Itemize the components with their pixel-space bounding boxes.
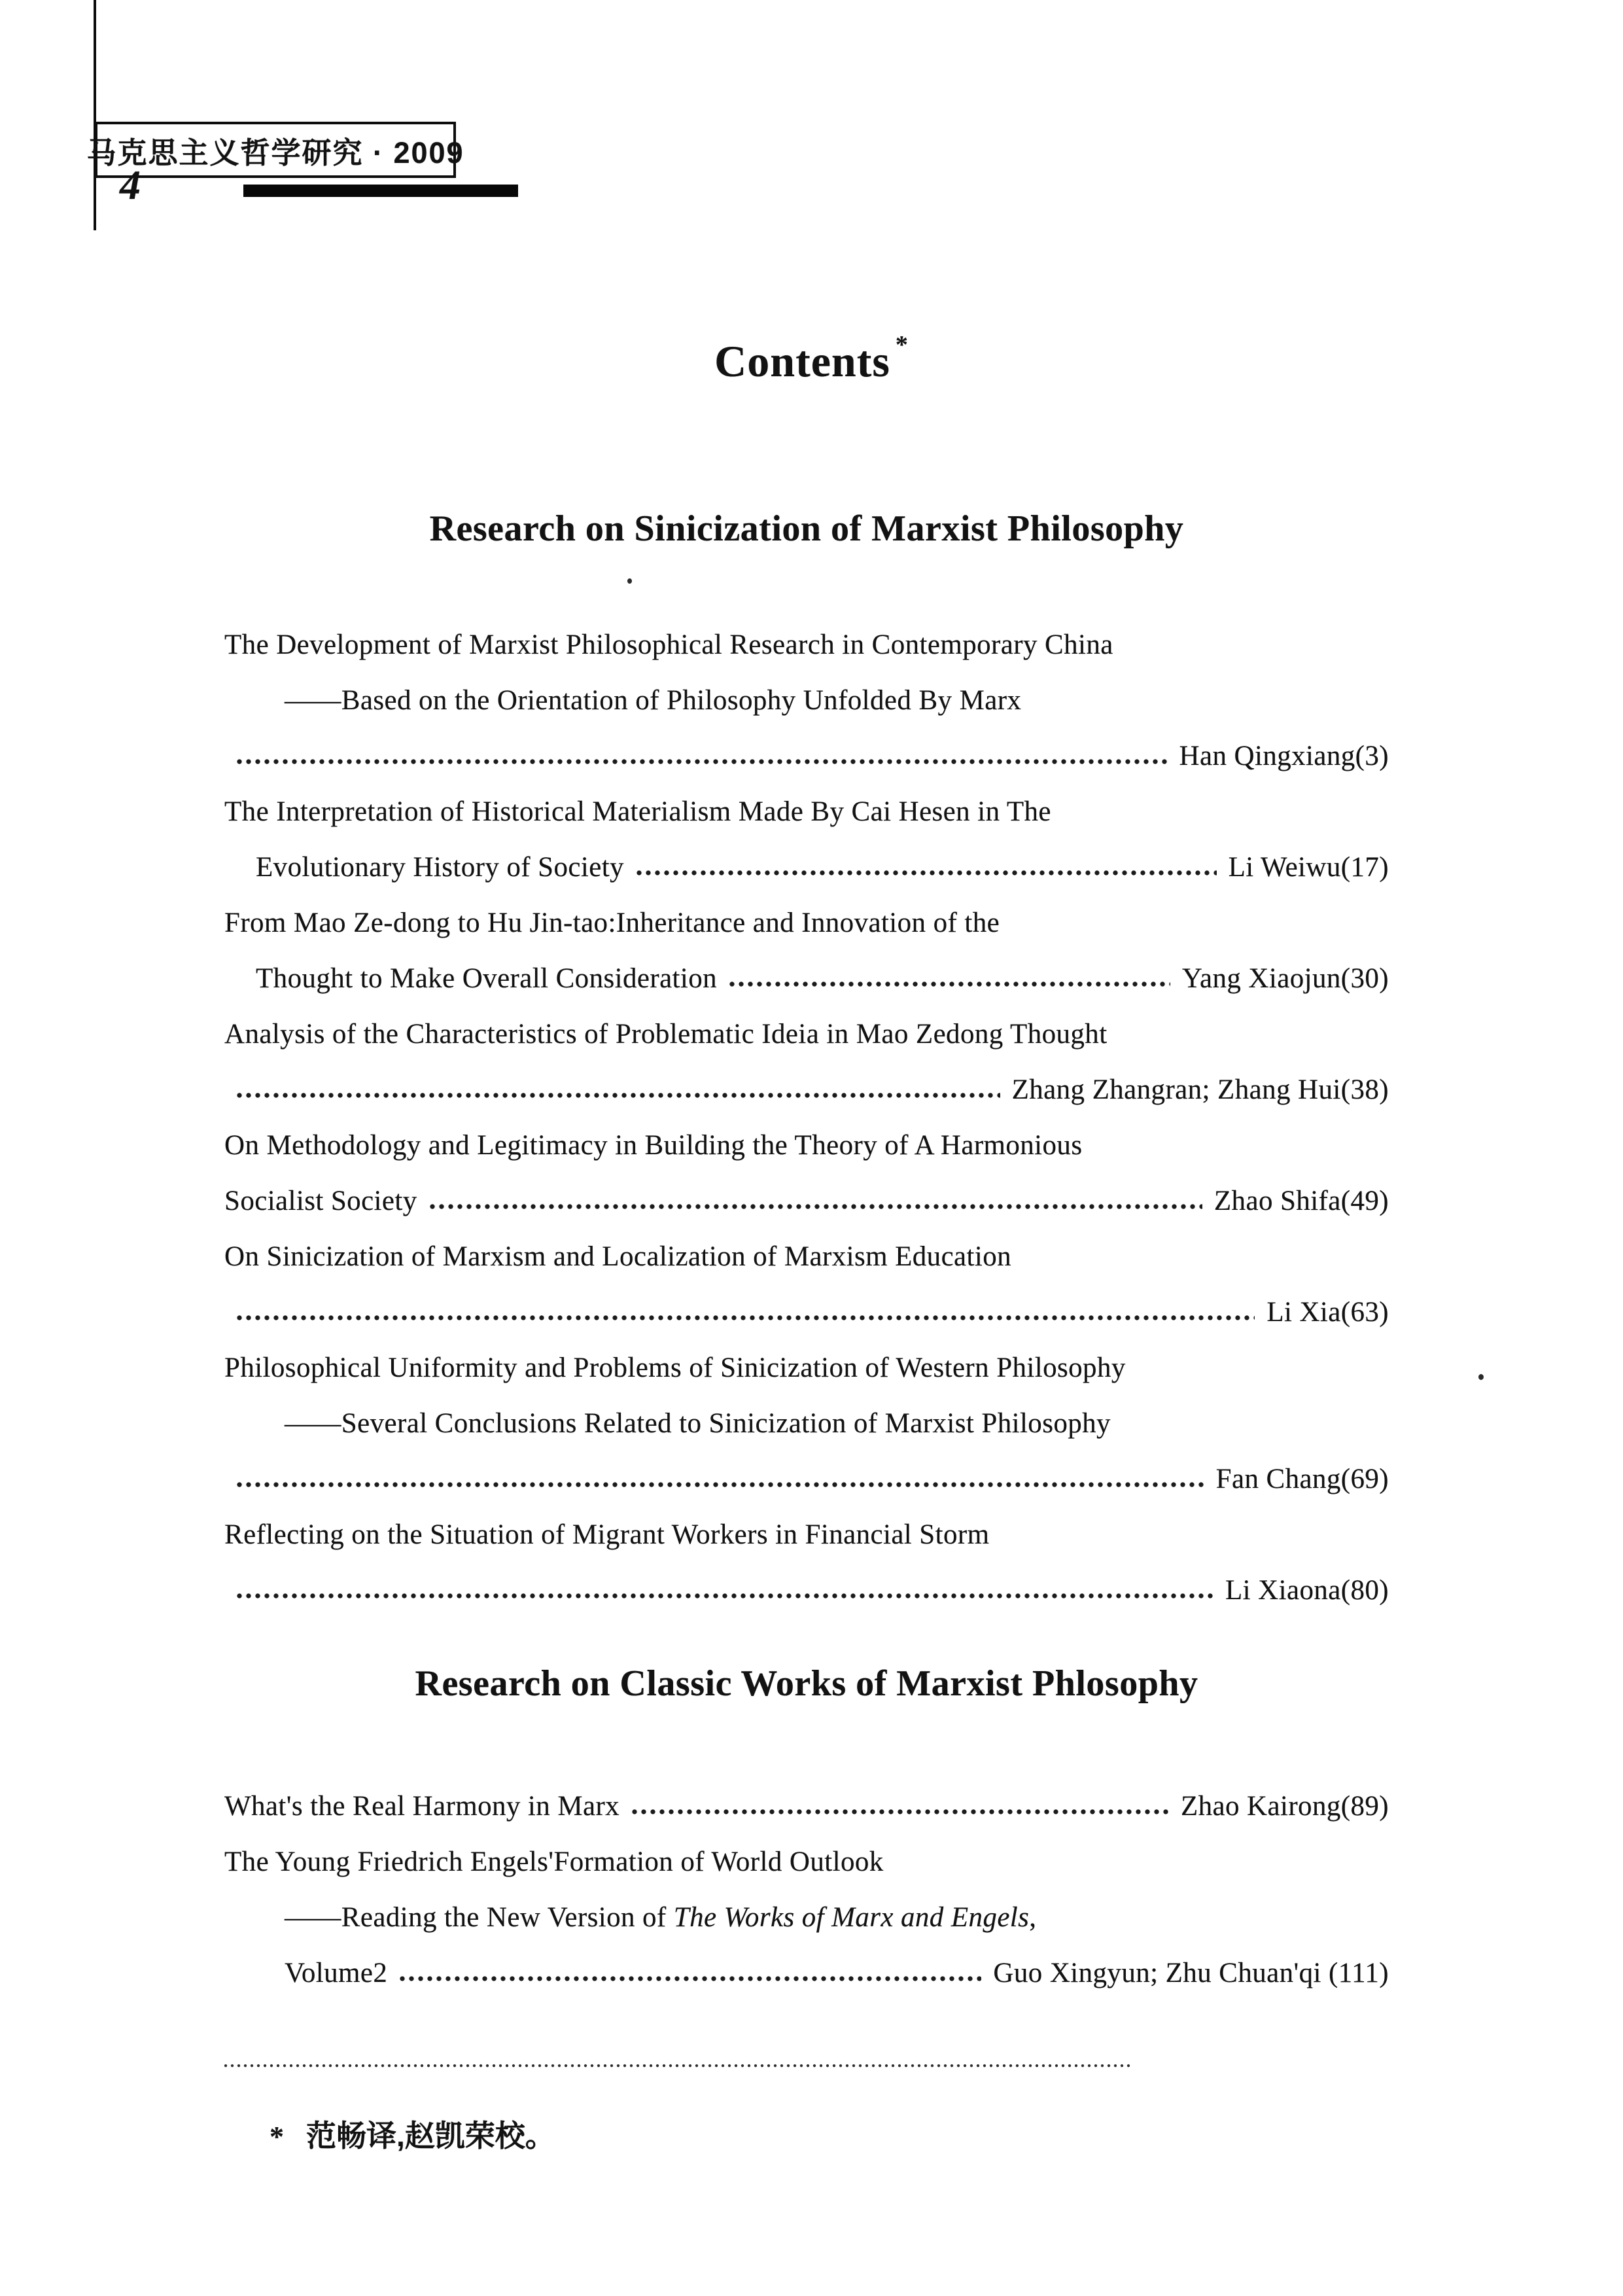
page-number: 4 xyxy=(120,162,141,208)
page-title xyxy=(0,330,1623,387)
left-margin-rule xyxy=(94,0,96,230)
toc-entry-line xyxy=(224,1062,1389,1118)
dot-leader xyxy=(727,951,1170,1006)
toc-entry-line xyxy=(224,1284,1389,1340)
dot-leader xyxy=(398,1945,981,2001)
toc-entry-line xyxy=(224,1118,1389,1173)
toc-entry-line xyxy=(224,1229,1389,1284)
entry-author-page: Zhao Shifa(49) xyxy=(1213,1186,1389,1216)
toc-entry-line xyxy=(224,673,1389,728)
entry-title-text: On Sinicization of Marxism and Localization of Marxism Education xyxy=(224,1241,1012,1272)
toc-entry-line xyxy=(224,1563,1389,1618)
entry-title-text: Evolutionary History of Society xyxy=(256,852,624,883)
toc-entry-line xyxy=(224,839,1389,895)
dot-leader xyxy=(235,1451,1204,1507)
entry-title-text: ——Based on the Orientation of Philosophy Unfolded By Marx xyxy=(285,685,1022,716)
entry-title-text: Socialist Society xyxy=(224,1186,417,1216)
toc-entry-line xyxy=(224,1451,1389,1507)
section-heading: Research on Sinicization of Marxist Philosophy xyxy=(429,508,1184,549)
footnote-marker: * xyxy=(270,2121,284,2153)
entry-author-page: Zhao Kairong(89) xyxy=(1180,1791,1389,1822)
entry-text-part: , xyxy=(1029,1902,1037,1933)
entry-author-page: Zhang Zhangran; Zhang Hui(38) xyxy=(1011,1074,1389,1105)
ink-speck xyxy=(627,578,632,584)
entry-title-text: The Young Friedrich Engels'Formation of World Outlook xyxy=(224,1846,884,1877)
toc-entry-line xyxy=(224,617,1389,673)
section-heading: Research on Classic Works of Marxist Phlosophy xyxy=(415,1663,1198,1704)
dot-leader xyxy=(635,839,1217,895)
page-title-text: Contents xyxy=(714,336,890,386)
dot-leader xyxy=(235,728,1168,784)
dot-leader xyxy=(428,1173,1202,1229)
dot-leader xyxy=(235,1563,1213,1618)
title-footnote-marker: * xyxy=(895,331,909,359)
toc-entry-line xyxy=(224,1396,1389,1451)
dot-leader xyxy=(235,1062,1000,1118)
book-title-italic: The Works of Marx and Engels xyxy=(673,1902,1030,1933)
entry-text-part: ——Reading the New Version of xyxy=(285,1902,674,1933)
entry-title-text: The Interpretation of Historical Materialism Made By Cai Hesen in The xyxy=(224,796,1051,827)
entry-author-page: Li Xiaona(80) xyxy=(1225,1575,1389,1606)
header-underline-bar xyxy=(243,185,518,197)
toc-entry-line xyxy=(224,1507,1389,1563)
table-of-contents xyxy=(224,496,1389,2001)
entry-title-text: Analysis of the Characteristics of Problematic Ideia in Mao Zedong Thought xyxy=(224,1019,1108,1050)
entry-author-page: Fan Chang(69) xyxy=(1215,1464,1389,1494)
entry-author-page: Li Weiwu(17) xyxy=(1228,852,1389,883)
entry-title-text: Reflecting on the Situation of Migrant Workers in Financial Storm xyxy=(224,1519,990,1550)
entry-title-text: From Mao Ze-dong to Hu Jin-tao:Inheritance and Innovation of the xyxy=(224,908,1000,938)
entry-title-text: Volume2 xyxy=(285,1958,388,1988)
ink-speck xyxy=(1478,1374,1484,1380)
entry-author-page: Yang Xiaojun(30) xyxy=(1181,963,1389,994)
entry-author-page: Han Qingxiang(3) xyxy=(1179,741,1389,771)
toc-entry-line xyxy=(224,784,1389,839)
entry-title-text: On Methodology and Legitimacy in Building the Theory of A Harmonious xyxy=(224,1130,1083,1161)
entry-author-page: Li Xia(63) xyxy=(1266,1297,1389,1328)
entry-author-page: Guo Xingyun; Zhu Chuan'qi (111) xyxy=(993,1958,1389,1988)
toc-entry-line xyxy=(224,1890,1389,1945)
footnote xyxy=(270,2108,555,2164)
footnote-text: 范畅译,赵凯荣校。 xyxy=(306,2119,555,2153)
entry-title-text: The Development of Marxist Philosophical Research in Contemporary China xyxy=(224,629,1113,660)
entry-title-text xyxy=(285,1890,1036,1945)
toc-entry-line xyxy=(224,895,1389,951)
toc-entry-line xyxy=(224,1834,1389,1890)
toc-entry-line xyxy=(224,1173,1389,1229)
dot-leader xyxy=(630,1778,1169,1834)
journal-title: 马克思主义哲学研究 · 2009 xyxy=(86,135,464,169)
dot-leader xyxy=(235,1284,1255,1340)
toc-entry-line xyxy=(224,1945,1389,2001)
footnote-separator-rule xyxy=(222,2062,1132,2069)
toc-entry-line xyxy=(224,728,1389,784)
entry-title-text: What's the Real Harmony in Marx xyxy=(224,1791,620,1822)
entry-title-text: Thought to Make Overall Consideration xyxy=(256,963,718,994)
toc-entry-line xyxy=(224,951,1389,1006)
toc-entry-line xyxy=(224,1006,1389,1062)
toc-entry-line xyxy=(224,1778,1389,1834)
entry-title-text: ——Several Conclusions Related to Sinicization of Marxist Philosophy xyxy=(285,1408,1111,1439)
journal-title-box xyxy=(86,122,464,178)
entry-title-text: Philosophical Uniformity and Problems of Sinicization of Western Philosophy xyxy=(224,1352,1126,1383)
toc-entry-line xyxy=(224,1340,1389,1396)
